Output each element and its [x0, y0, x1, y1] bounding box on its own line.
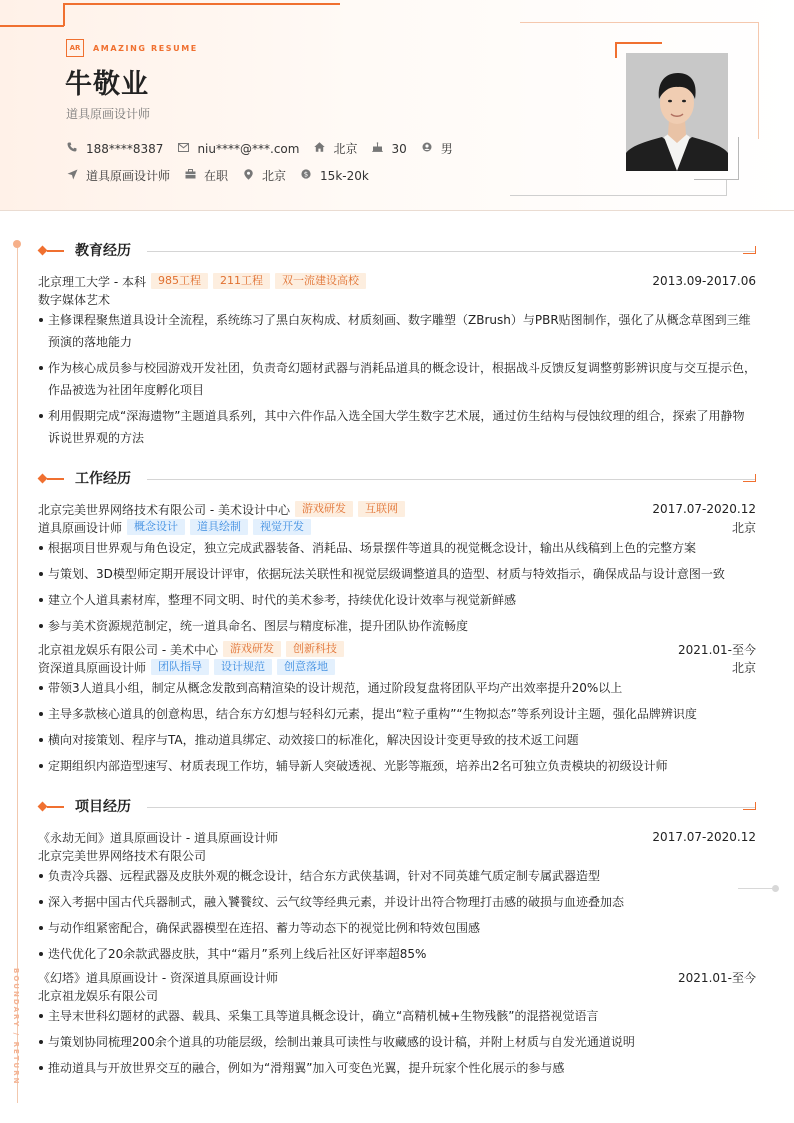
section-diamond-icon	[38, 802, 48, 812]
job-period: 2021.01-至今	[678, 642, 756, 657]
header-deco-line	[63, 3, 65, 26]
section-title: 工作经历	[75, 471, 131, 487]
profile-photo	[626, 53, 728, 171]
target-job-value: 道具原画设计师	[86, 169, 171, 183]
rail-caption: BOUNDARY / RETURN	[12, 968, 20, 1086]
list-item: 参与美术资源规范制定，统一道具命名、图层与精度标准，提升团队协作流畅度	[38, 615, 756, 637]
list-item: 推动道具与开放世界交互的融合，例如为“滑翔翼”加入可变色光翼，提升玩家个性化展示的参与感	[38, 1057, 756, 1079]
section-title: 教育经历	[75, 243, 131, 259]
candidate-title: 道具原画设计师	[66, 107, 151, 121]
project-entry-head	[38, 968, 756, 986]
section-projects-header	[37, 797, 756, 817]
major-name: 数字媒体艺术	[38, 292, 111, 307]
job-period: 2017.07-2020.12	[652, 502, 756, 516]
section-title: 项目经历	[75, 799, 131, 815]
salary-value: 15k-20k	[320, 168, 369, 183]
send-icon	[66, 169, 78, 183]
project-period: 2017.07-2020.12	[652, 830, 756, 844]
section-divider	[147, 807, 755, 808]
education-period: 2013.09-2017.06	[652, 274, 756, 288]
skill-tag: 创意落地	[277, 659, 335, 675]
project-company: 北京完美世界网络技术有限公司	[38, 848, 207, 863]
section-accent-line	[47, 806, 64, 808]
section-diamond-icon	[38, 246, 48, 256]
svg-text:$: $	[303, 170, 309, 179]
photo-deco-line	[694, 179, 739, 180]
list-item: 作为核心成员参与校园游戏开发社团，负责奇幻题材武器与消耗品道具的概念设计，根据战斗反馈反复调整剪影辨识度与交互提示色，作品被选为社团年度孵化项目	[38, 357, 756, 401]
photo-deco-line	[510, 195, 726, 196]
contact-row	[66, 140, 467, 157]
right-deco-dot	[772, 885, 779, 892]
mail-icon	[177, 143, 189, 155]
job-intent-row	[66, 167, 383, 184]
photo-deco-line	[726, 180, 727, 196]
company-name: 北京祖龙娱乐有限公司 - 美术中心	[38, 642, 218, 657]
list-item: 负责冷兵器、远程武器及皮肤外观的概念设计，结合东方武侠基调，针对不同英雄气质定制专属武器造型	[38, 865, 756, 887]
skill-tag: 视觉开发	[253, 519, 311, 535]
section-education-header	[37, 241, 756, 261]
list-item: 利用假期完成“深海遗物”主题道具系列，其中六件作品入选全国大学生数字艺术展，通过仿生结构与侵蚀纹理的组合，探索了用静物诉说世界观的方法	[38, 405, 756, 449]
project-company: 北京祖龙娱乐有限公司	[38, 988, 159, 1003]
job-location: 北京	[731, 520, 756, 535]
list-item: 主修课程聚焦道具设计全流程，系统练习了黑白灰构成、材质刻画、数字雕塑（ZBrush）与PBR贴图制作，强化了从概念草图到三维预演的落地能力	[38, 309, 756, 353]
section-diamond-icon	[38, 474, 48, 484]
photo-deco-line	[738, 137, 739, 180]
project-title: 《幻塔》道具原画设计 - 资深道具原画设计师	[38, 970, 278, 985]
company-tag: 游戏研发	[295, 501, 353, 517]
list-item: 建立个人道具素材库，整理不同文明、时代的美术参考，持续优化设计效率与视觉新鲜感	[38, 589, 756, 611]
target-city-value: 北京	[262, 169, 287, 183]
gender-value: 男	[440, 142, 453, 156]
header-deco-line	[0, 25, 64, 27]
phone-value: 188****8387	[86, 141, 164, 156]
cake-icon	[371, 142, 383, 155]
gender-info	[421, 140, 453, 157]
job-location: 北京	[731, 660, 756, 675]
gender-icon	[421, 142, 433, 155]
email-value: niu****@***.com	[197, 141, 300, 156]
section-corner-mark	[743, 474, 756, 482]
list-item: 主导末世科幻题材的武器、载具、采集工具等道具概念设计，确立“高精机械+生物残骸”的混搭视觉语言	[38, 1005, 756, 1027]
list-item: 主导多款核心道具的创意构思，结合东方幻想与轻科幻元素，提出“粒子重构”“生物拟态”等系列设计主题，强化品牌辨识度	[38, 703, 756, 725]
list-item: 深入考据中国古代兵器制式，融入饕餮纹、云气纹等经典元素，并设计出符合物理打击感的破损与血迹叠加态	[38, 891, 756, 913]
project-title: 《永劫无间》道具原画设计 - 道具原画设计师	[38, 830, 278, 845]
brand-mark: AR	[66, 39, 84, 57]
school-tag: 双一流建设高校	[275, 273, 366, 289]
list-item: 带领3人道具小组，制定从概念发散到高精渲染的设计规范，通过阶段复盘将团队平均产出效率提升20%以上	[38, 677, 756, 699]
list-item: 与动作组紧密配合，确保武器模型在连招、蓄力等动态下的视觉比例和特效包围感	[38, 917, 756, 939]
list-item: 横向对接策划、程序与TA，推动道具绑定、动效接口的标准化，解决因设计变更导致的技术返工问题	[38, 729, 756, 751]
company-name: 北京完美世界网络技术有限公司 - 美术设计中心	[38, 502, 290, 517]
home-icon	[313, 142, 325, 155]
skill-tag: 设计规范	[214, 659, 272, 675]
project-entry-head	[38, 828, 756, 846]
brand-text: AMAZING RESUME	[93, 43, 198, 53]
job-bullets	[38, 677, 756, 781]
list-item: 迭代优化了20余款武器皮肤，其中“霜月”系列上线后社区好评率超85%	[38, 943, 756, 965]
education-entry-head	[38, 272, 756, 290]
list-item: 根据项目世界观与角色设定，独立完成武器装备、消耗品、场景摆件等道具的视觉概念设计，输出从线稿到上色的完整方案	[38, 537, 756, 559]
job-position: 资深道具原画设计师	[38, 660, 147, 675]
target-city-info	[242, 167, 286, 184]
phone-info	[66, 142, 163, 156]
location-icon	[242, 169, 254, 183]
project-period: 2021.01-至今	[678, 970, 756, 985]
list-item: 与策划协同梳理200余个道具的功能层级，绘制出兼具可读性与收藏感的设计稿，并附上材质与自发光通道说明	[38, 1031, 756, 1053]
candidate-name: 牛敬业	[65, 69, 149, 100]
list-item: 定期组织内部造型速写、材质表现工作坊，辅导新人突破透视、光影等瓶颈，培养出2名可独立负责模块的初级设计师	[38, 755, 756, 777]
age-info	[371, 142, 406, 156]
section-accent-line	[47, 250, 64, 252]
project-company-row	[38, 986, 756, 1004]
section-corner-mark	[743, 802, 756, 810]
company-tag: 游戏研发	[223, 641, 281, 657]
project-bullets	[38, 1005, 756, 1083]
education-bullets	[38, 309, 756, 453]
timeline-dot	[13, 240, 21, 248]
education-major-row	[38, 290, 756, 308]
school-name: 北京理工大学 - 本科	[38, 274, 146, 289]
job-position-row	[38, 658, 756, 676]
city-info	[313, 140, 357, 157]
money-icon	[300, 169, 312, 182]
resume-header	[0, 0, 794, 211]
status-info	[184, 167, 228, 184]
salary-info	[300, 169, 369, 183]
brand-logo	[66, 39, 198, 57]
briefcase-icon	[184, 169, 196, 182]
job-position: 道具原画设计师	[38, 520, 123, 535]
skill-tag: 团队指导	[151, 659, 209, 675]
section-accent-line	[47, 478, 64, 480]
section-corner-mark	[743, 246, 756, 254]
age-value: 30	[391, 141, 407, 156]
job-bullets	[38, 537, 756, 641]
school-tag: 211工程	[213, 273, 270, 289]
skill-tag: 概念设计	[127, 519, 185, 535]
section-divider	[147, 479, 755, 480]
city-value: 北京	[333, 142, 358, 156]
project-bullets	[38, 865, 756, 969]
email-info	[177, 142, 299, 156]
job-position-row	[38, 518, 756, 536]
list-item: 与策划、3D模型师定期开展设计评审，依据玩法关联性和视觉层级调整道具的造型、材质与特效指示，确保成品与设计意图一致	[38, 563, 756, 585]
project-company-row	[38, 846, 756, 864]
company-tag: 互联网	[358, 501, 405, 517]
status-value: 在职	[204, 169, 229, 183]
section-work-header	[37, 469, 756, 489]
phone-icon	[66, 142, 78, 155]
company-tag: 创新科技	[286, 641, 344, 657]
school-tag: 985工程	[151, 273, 208, 289]
target-job-info	[66, 167, 170, 184]
job-entry-head	[38, 500, 756, 518]
job-entry-head	[38, 640, 756, 658]
section-divider	[147, 251, 755, 252]
skill-tag: 道具绘制	[190, 519, 248, 535]
header-deco-line	[63, 3, 340, 5]
